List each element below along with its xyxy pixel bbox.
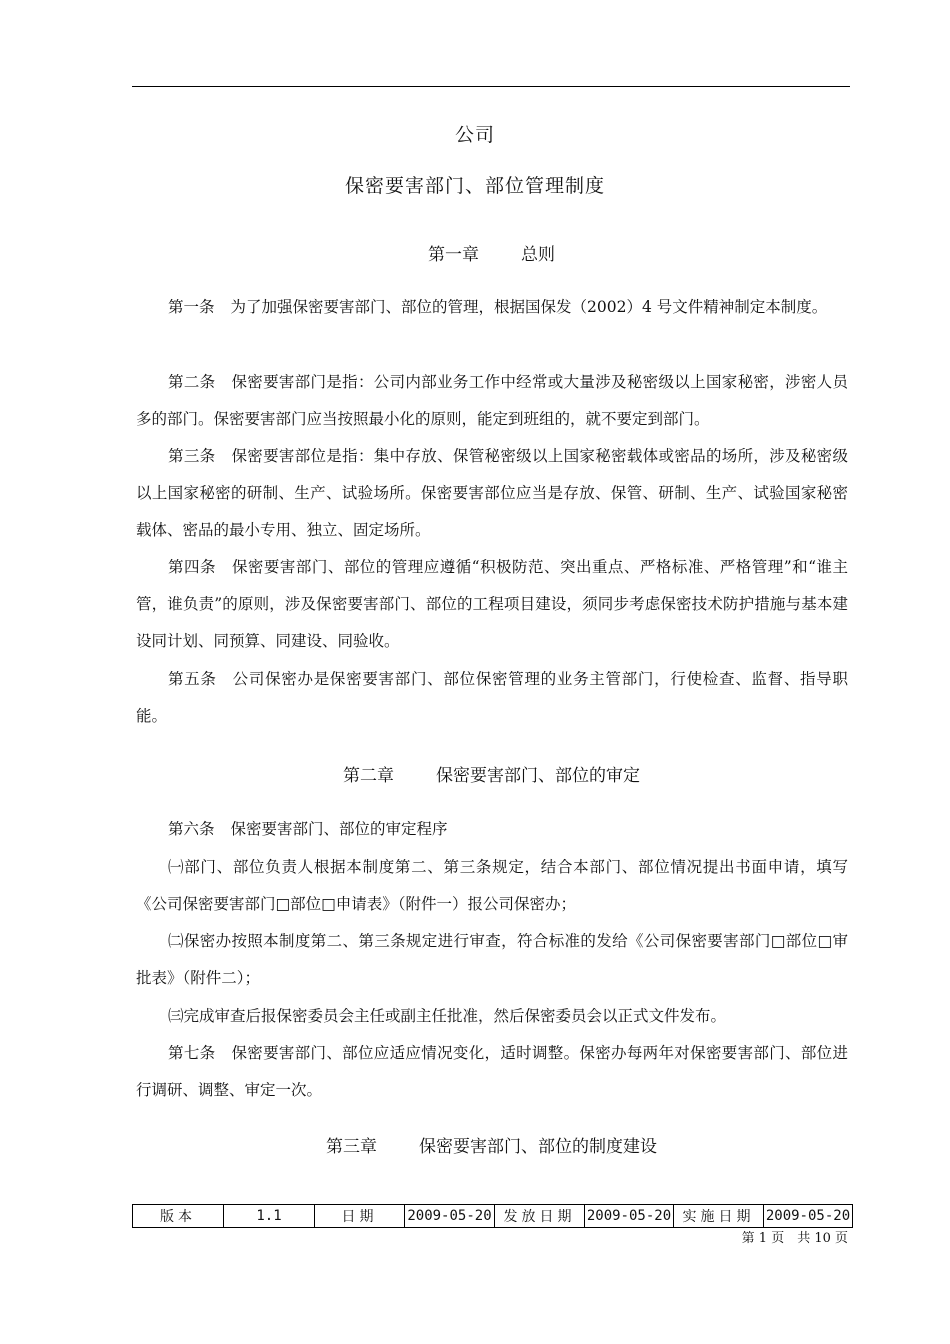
article-paragraph	[136, 438, 848, 549]
info-row	[133, 1205, 853, 1228]
chapter-number: 第二章	[343, 766, 394, 786]
header-rule	[132, 86, 850, 87]
date-value: 2009-05-20	[405, 1205, 495, 1228]
chapter-heading	[0, 764, 950, 788]
effective-date-value: 2009-05-20	[764, 1205, 853, 1228]
procedure-item	[136, 998, 848, 1035]
article-paragraph	[136, 661, 848, 735]
version-value: 1.1	[224, 1205, 315, 1228]
article-text: 公司保密办是保密要害部门、部位保密管理的业务主管部门，行使检查、监督、指导职能。	[136, 670, 848, 725]
chapter-name: 保密要害部门、部位的审定	[436, 766, 640, 786]
article-paragraph	[136, 364, 848, 438]
effective-date-label: 实施日期	[674, 1205, 764, 1228]
page-number: 第 1 页 共 10 页	[741, 1231, 848, 1246]
version-label: 版本	[133, 1205, 224, 1228]
article-number: 第一条	[168, 298, 215, 316]
article-text: 保密要害部位是指：集中存放、保管秘密级以上国家秘密载体或密品的场所，涉及秘密级以上国家秘密的研制、生产、试验场所。保密要害部位应当是存放、保管、研制、生产、试验国家秘密载体、密品的最小专用、独立、固定场所。	[136, 447, 848, 539]
article-number: 第三条	[168, 447, 216, 465]
company-name: 公司	[454, 124, 495, 146]
article-text: 保密要害部门、部位的管理应遵循“积极防范、突出重点、严格标准、严格管理”和“谁主管，谁负责”的原则，涉及保密要害部门、部位的工程项目建设，须同步考虑保密技术防护措施与基本建设同计划、同预算、同建设、同验收。	[136, 558, 848, 650]
article-paragraph	[136, 289, 848, 326]
article-paragraph	[136, 1035, 848, 1109]
article-paragraph	[136, 811, 848, 848]
article-text: 保密要害部门是指：公司内部业务工作中经常或大量涉及秘密级以上国家秘密，涉密人员多的部门。保密要害部门应当按照最小化的原则，能定到班组的，就不要定到部门。	[136, 373, 848, 428]
chapter-number: 第一章	[428, 245, 479, 265]
date-label: 日期	[315, 1205, 405, 1228]
article-number: 第六条	[168, 820, 215, 838]
article-text: 保密要害部门、部位应适应情况变化，适时调整。保密办每两年对保密要害部门、部位进行调研、调整、审定一次。	[136, 1044, 848, 1099]
document-info-table	[132, 1204, 853, 1228]
chapter-heading	[0, 1135, 950, 1159]
chapter-heading	[0, 243, 950, 267]
issue-date-value: 2009-05-20	[585, 1205, 674, 1228]
article-number: 第二条	[168, 373, 216, 391]
procedure-text: ㈡保密办按照本制度第二、第三条规定进行审查，符合标准的发给《公司保密要害部门□部位□审批表》（附件二）；	[136, 932, 848, 987]
chapter-name: 总则	[521, 245, 555, 265]
article-number: 第五条	[168, 670, 217, 688]
article-number: 第四条	[168, 558, 216, 576]
procedure-item	[136, 923, 848, 997]
chapter-number: 第三章	[326, 1137, 377, 1157]
issue-date-label: 发放日期	[495, 1205, 585, 1228]
article-paragraph	[136, 549, 848, 660]
document-title: 保密要害部门、部位管理制度	[344, 175, 605, 197]
procedure-text: ㈢完成审查后报保密委员会主任或副主任批准，然后保密委员会以正式文件发布。	[168, 1007, 727, 1025]
procedure-item	[136, 849, 848, 923]
chapter-name: 保密要害部门、部位的制度建设	[419, 1137, 657, 1157]
procedure-text: ㈠部门、部位负责人根据本制度第二、第三条规定，结合本部门、部位情况提出书面申请，填写《公司保密要害部门□部位□申请表》（附件一）报公司保密办；	[136, 858, 848, 913]
article-number: 第七条	[168, 1044, 216, 1062]
article-text: 为了加强保密要害部门、部位的管理，根据国保发（2002）4 号文件精神制定本制度。	[230, 298, 828, 316]
article-text: 保密要害部门、部位的审定程序	[230, 820, 448, 838]
